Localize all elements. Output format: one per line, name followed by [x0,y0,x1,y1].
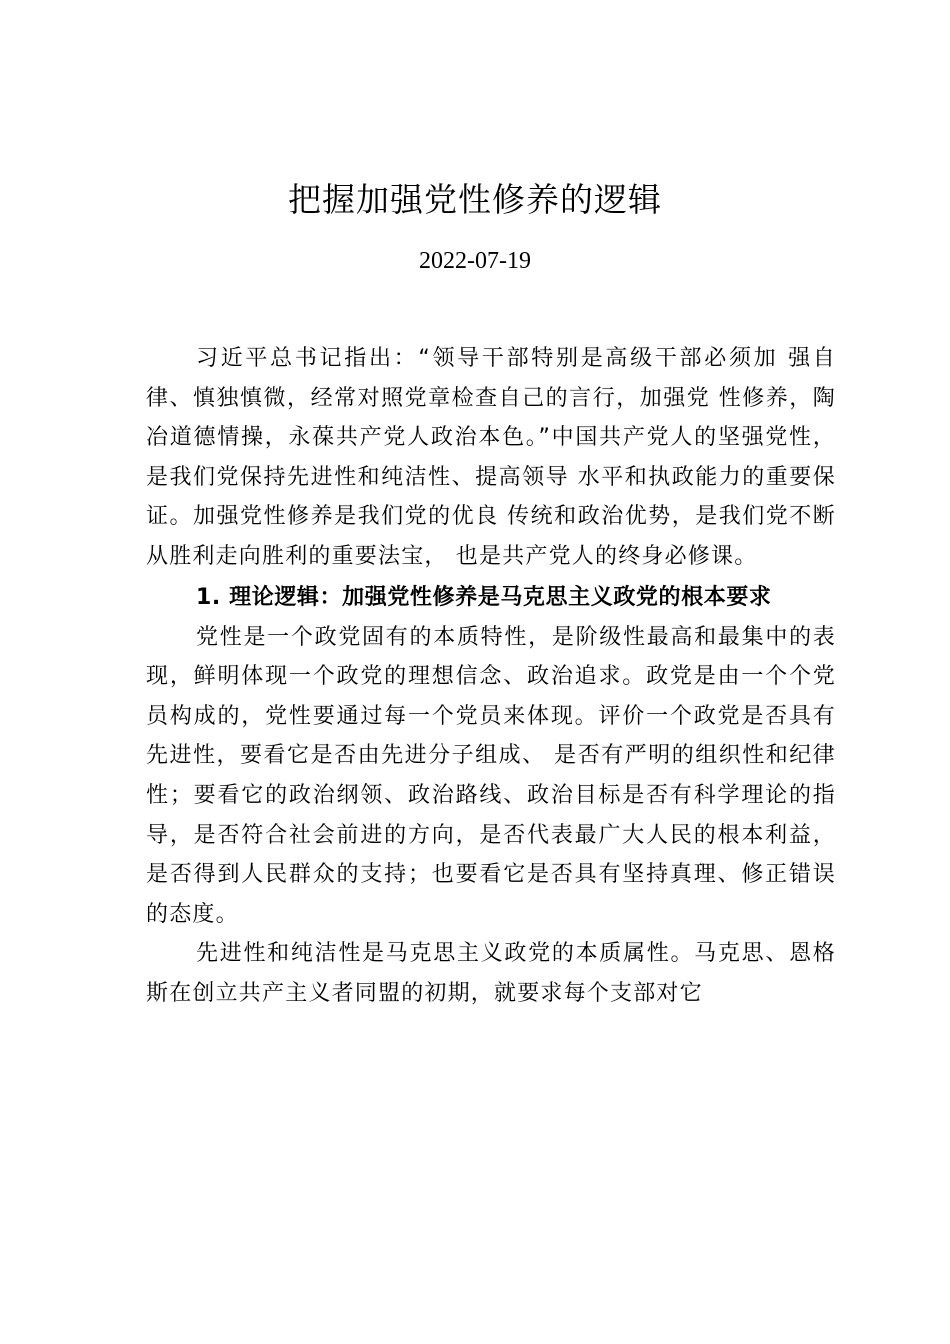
section-heading: 1. 理论逻辑：加强党性修养是马克思主义政党的根本要求 [196,584,772,610]
article-date: 2022-07-19 [419,248,531,274]
paragraph-advancement: 先进性和纯洁性是马克思主义政党的本质属性。马克思、恩格斯在创立共产主义者同盟的初期，就要求每个支部对它 [146,941,836,1006]
paragraph-intro: 习近平总书记指出：“领导干部特别是高级干部必须加 强自律、慎独慎微，经常对照党章检查自己的言行，加强党 性修养，陶冶道德情操，永葆共产党人政治本色。”中国共产党人的坚强党性，是我们党保持先进性和纯洁性、提高领导 水平和执政能力的重要保证。加强党性修养是我们党的优良 传统和政治优势，是我们党不断从胜利走向胜利的重要法宝， 也是共产党人的终身必修课。 [146,346,836,569]
article-body [146,339,836,1014]
article-title: 把握加强党性修养的逻辑 [288,180,662,219]
paragraph-party-spirit: 党性是一个政党固有的本质特性，是阶级性最高和最集中的表现，鲜明体现一个政党的理想信念、政治追求。政党是由一个个党员构成的，党性要通过每一个党员来体现。评价一个政党是否具有先进性，要看它是否由先进分子组成、 是否有严明的组织性和纪律性；要看它的政治纲领、政治路线、政治目标是否有科学理论的指导，是否符合社会前进的方向，是否代表最广大人民的根本利益，是否得到人民群众的支持；也要看它是否具有坚持真理、修正错误的态度。 [146,624,836,927]
